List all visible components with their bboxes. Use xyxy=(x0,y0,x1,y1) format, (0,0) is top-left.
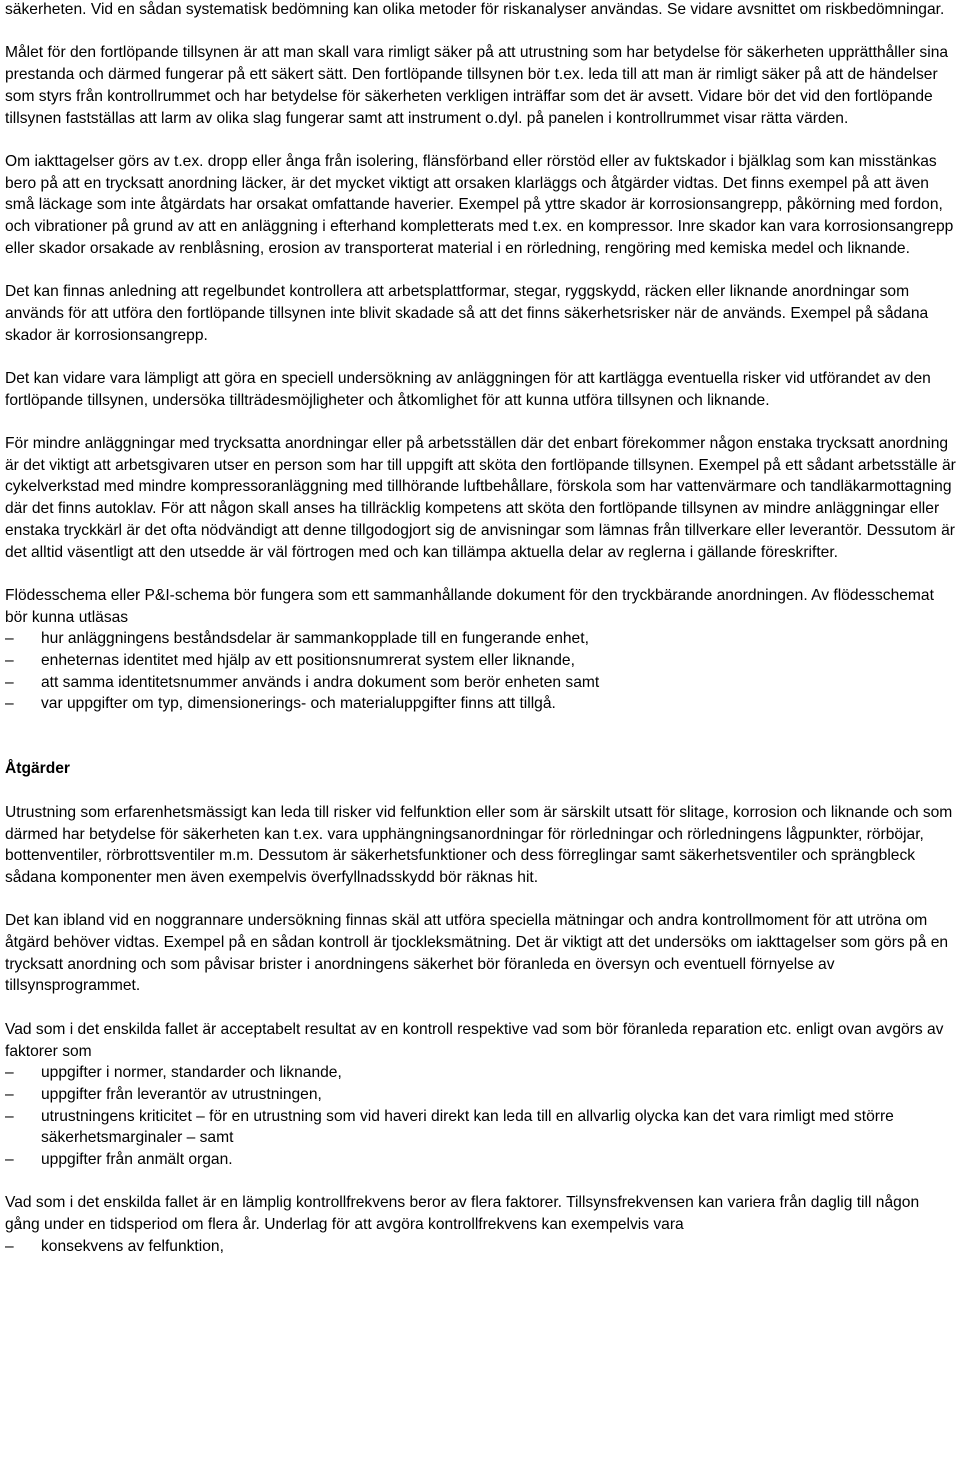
dash-marker: – xyxy=(5,673,14,691)
paragraph-ongoing-supervision-goal: Målet för den fortlöpande tillsynen är att man skall vara rimligt säker på att utrustning som har betydelse för säkerheten upprätthåller sina prestanda och därmed fungerar på ett säkert sätt. Den fortlöpande tillsynen bör t.ex. leda till att man är rimligt säker på att de händelser som styrs från kontrollrummet och har betydelse för säkerheten verkligen inträffar som det är avsett. Vidare bör det vid den fortlöpande tillsynen fastställas att larm av olika slag fungerar samt att instrument o.dyl. på panelen i kontrollrummet visar rätta värden. xyxy=(5,44,949,127)
list-item xyxy=(5,1106,957,1149)
section-spacer xyxy=(5,737,957,759)
paragraph-equipment-risks: Utrustning som erfarenhetsmässigt kan leda till risker vid felfunktion eller som är särskilt utsatt för slitage, korrosion och liknande och som därmed har betydelse för säkerheten kan t.ex. vara upphängningsanordningar för rörledningar och rörledningens lågpunkter, rörböjar, bottenventiler, rörbrottsventiler m.m. Dessutom är säkerhetsfunktioner och dess förreglingar samt säkerhetsventiler och sprängbleck sådana komponenter men även exempelvis överfyllnadsskydd bör räknas hit. xyxy=(5,803,953,886)
document-body xyxy=(5,0,957,1258)
list-item xyxy=(5,1149,957,1171)
list-item-text: uppgifter från anmält organ. xyxy=(41,1151,233,1169)
paragraph-special-investigation: Det kan vidare vara lämpligt att göra en speciell undersökning av anläggningen för att kartlägga eventuella risker vid utförandet av den fortlöpande tillsynen, undersöka tillträdesmöjligheter och åtkomlighet för att kunna utföra tillsynen och liknande. xyxy=(5,369,931,409)
paragraph-risk-analysis-reference: säkerheten. Vid en sådan systematisk bedömning kan olika metoder för riskanalyser användas. Se vidare avsnittet om riskbedömningar. xyxy=(5,1,945,18)
paragraph-observations-leakage: Om iakttagelser görs av t.ex. dropp eller ånga från isolering, flänsförband eller rörstöd eller av fuktskador i bjälklag som kan misstänkas bero på att en trycksatt anordning läcker, är det mycket viktigt att orsaken klarläggs och åtgärder vidtas. Det finns exempel på att även små läckage som inte åtgärdats har orsakat omfattande haverier. Exempel på yttre skador är korrosionsangrepp, påkörning med fordon, och vibrationer på grund av att en anläggning i efterhand kompletterats med t.ex. en kompressor. Inre skador kan vara korrosionsangrepp eller skador orsakade av renblåsning, erosion av transporterat material i en rörledning, rengöring med kemiska medel och liknande. xyxy=(5,152,954,257)
list-item-text: uppgifter i normer, standarder och liknande, xyxy=(41,1064,342,1082)
paragraph-control-frequency: Vad som i det enskilda fallet är en lämplig kontrollfrekvens beror av flera faktorer. Tillsynsfrekvensen kan variera från daglig till någon gång under en tidsperiod om flera år. Underlag för att avgöra kontrollfrekvens kan exempelvis vara xyxy=(5,1194,920,1234)
list-item-text: att samma identitetsnummer används i andra dokument som berör enheten samt xyxy=(41,673,600,691)
dash-marker: – xyxy=(5,1085,14,1103)
dash-marker: – xyxy=(5,1107,14,1125)
paragraph-platform-inspection: Det kan finnas anledning att regelbundet kontrollera att arbetsplattformar, stegar, ryggskydd, räcken eller liknande anordningar som används för att utföra den fortlöpande tillsynen inte blivit skadade så att det finns säkerhetsrisker när de används. Exempel på sådana skador är korrosionsangrepp. xyxy=(5,283,929,344)
list-item-text: konsekvens av felfunktion, xyxy=(41,1237,224,1255)
section-heading-measures: Åtgärder xyxy=(5,760,70,778)
paragraph-flow-diagram: Flödesschema eller P&I-schema bör fungera som ett sammanhållande dokument för den tryckbärande anordningen. Av flödesschemat bör kunna utläsas xyxy=(5,586,934,626)
dash-marker: – xyxy=(5,630,14,648)
list-item xyxy=(5,1084,957,1106)
list-item xyxy=(5,672,957,694)
list-item xyxy=(5,650,957,672)
list-item xyxy=(5,628,957,650)
list-item xyxy=(5,693,957,715)
list-item-text: var uppgifter om typ, dimensionerings- och materialuppgifter finns att tillgå. xyxy=(41,695,556,713)
list-item-text: utrustningens kriticitet – för en utrustning som vid haveri direkt kan leda till en allvarlig olycka kan det vara rimligt med större säkerhetsmarginaler – samt xyxy=(41,1107,894,1147)
list-item xyxy=(5,1236,957,1258)
paragraph-acceptable-result: Vad som i det enskilda fallet är acceptabelt resultat av en kontroll respektive vad som bör föranleda reparation etc. enligt ovan avgörs av faktorer som xyxy=(5,1020,944,1060)
dash-marker: – xyxy=(5,1064,14,1082)
paragraph-smaller-installations: För mindre anläggningar med trycksatta anordningar eller på arbetsställen där det enbart förekommer någon enstaka trycksatt anordning är det viktigt att arbetsgivaren utser en person som har till uppgift att sköta den fortlöpande tillsynen. Exempel på ett sådant arbetsställe är cykelverkstad med mindre kompressoranläggning med tillhörande luftbehållare, förskola som har vattenvärmare och tandläkarmottagning där det finns autoklav. För att någon skall anses ha tillräcklig kompetens att sköta den fortlöpande tillsynen av mindre anläggningar eller enstaka tryckkärl är det ofta nödvändigt att denne tillgodogjort sig de anvisningar som lämnas från tillverkare eller leverantör. Dessutom är det alltid väsentligt att den utsedde är väl förtrogen med och kan tillämpa aktuella delar av reglerna i gällande föreskrifter. xyxy=(5,434,956,561)
paragraph-thickness-measurement: Det kan ibland vid en noggrannare undersökning finnas skäl att utföra speciella mätningar och andra kontrollmoment för att utröna om åtgärd behöver vidtas. Exempel på en sådan kontroll är tjockleksmätning. Det är viktigt att det undersöks om iakttagelser som görs på en trycksatt anordning och som påvisar brister i anordningens säkerhet bör föranleda en översyn och eventuell förnyelse av tillsynsprogrammet. xyxy=(5,912,949,995)
list-item-text: hur anläggningens beståndsdelar är sammankopplade till en fungerande enhet, xyxy=(41,630,589,648)
list-item-text: uppgifter från leverantör av utrustningen, xyxy=(41,1085,322,1103)
dash-marker: – xyxy=(5,1237,14,1255)
dash-marker: – xyxy=(5,695,14,713)
dash-marker: – xyxy=(5,652,14,669)
factors-list xyxy=(5,1062,957,1171)
frequency-list xyxy=(5,1236,957,1258)
flow-diagram-list xyxy=(5,628,957,715)
list-item xyxy=(5,1062,957,1084)
dash-marker: – xyxy=(5,1151,14,1169)
list-item-text: enheternas identitet med hjälp av ett positionsnumrerat system eller liknande, xyxy=(41,652,575,669)
